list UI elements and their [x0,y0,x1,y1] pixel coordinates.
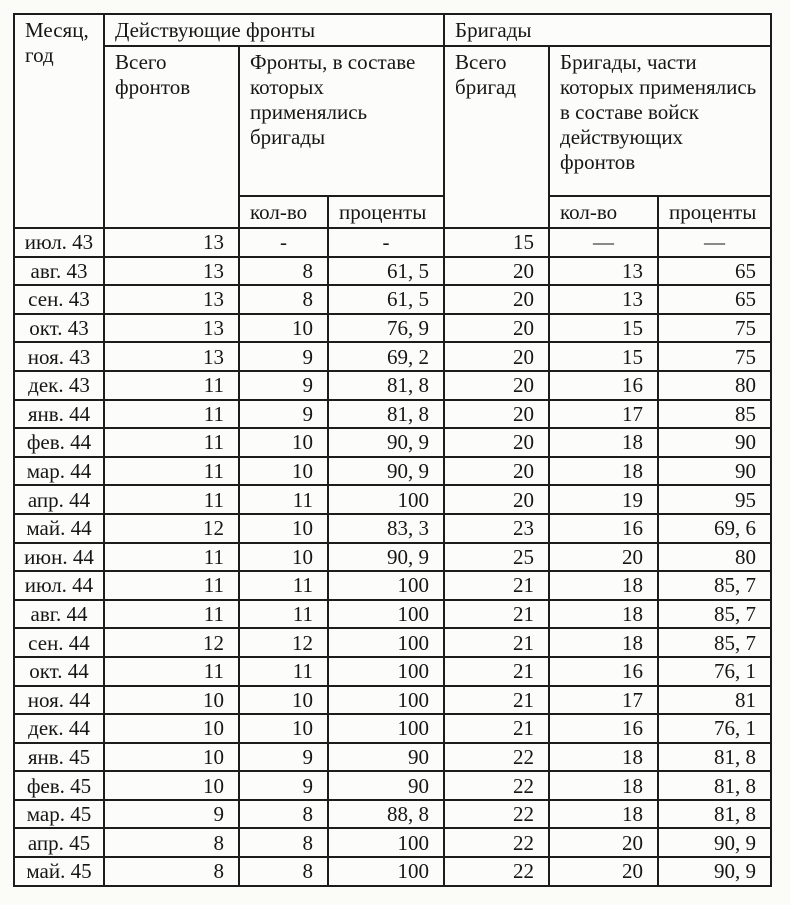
value-cell: 81, 8 [328,400,444,429]
month-cell: июн. 44 [14,543,104,572]
table-row [14,714,771,743]
value-cell: 11 [239,571,328,600]
header-month-year: Месяц, год [14,14,104,228]
table-row [14,543,771,572]
value-cell: 20 [444,428,549,457]
value-cell: 9 [239,371,328,400]
value-cell: 12 [239,628,328,657]
value-cell: 85, 7 [658,600,771,629]
table-row [14,657,771,686]
table-row [14,285,771,314]
table-row [14,371,771,400]
value-cell: 15 [444,228,549,257]
month-cell: июл. 43 [14,228,104,257]
value-cell: 17 [549,686,658,715]
table-row [14,828,771,857]
value-cell: 75 [658,342,771,371]
month-cell: ноя. 44 [14,686,104,715]
value-cell: 75 [658,314,771,343]
value-cell: 83, 3 [328,514,444,543]
value-cell: 100 [328,714,444,743]
value-cell: 15 [549,342,658,371]
value-cell: 90, 9 [328,428,444,457]
value-cell: 76, 1 [658,657,771,686]
table-row [14,771,771,800]
value-cell: 18 [549,571,658,600]
header-fronts-count: кол-во [239,196,328,228]
value-cell: 81 [658,686,771,715]
value-cell: 85 [658,400,771,429]
value-cell: 69, 2 [328,342,444,371]
value-cell: 18 [549,428,658,457]
table-row [14,628,771,657]
value-cell: 22 [444,857,549,886]
value-cell: 13 [104,314,239,343]
value-cell: 11 [104,400,239,429]
value-cell: 100 [328,485,444,514]
value-cell: 20 [444,457,549,486]
value-cell: 76, 1 [658,714,771,743]
value-cell: 20 [444,314,549,343]
month-cell: дек. 44 [14,714,104,743]
value-cell: 20 [444,342,549,371]
value-cell: 8 [239,857,328,886]
table-row [14,485,771,514]
value-cell: 20 [444,257,549,286]
value-cell: 13 [104,257,239,286]
month-cell: сен. 43 [14,285,104,314]
table-row [14,342,771,371]
value-cell: 80 [658,371,771,400]
value-cell: 8 [239,800,328,829]
value-cell: 10 [239,428,328,457]
value-cell: 10 [104,771,239,800]
month-cell: окт. 43 [14,314,104,343]
value-cell: 18 [549,743,658,772]
table-row [14,600,771,629]
value-cell: 10 [239,314,328,343]
value-cell: 12 [104,628,239,657]
header-fronts-percent: проценты [328,196,444,228]
table-row [14,514,771,543]
value-cell: 20 [549,543,658,572]
value-cell: 25 [444,543,549,572]
value-cell: 100 [328,686,444,715]
value-cell: 11 [104,571,239,600]
value-cell: — [549,228,658,257]
header-brigades-in-fronts: Бригады, части которых применялись в составе войск действующих фронтов [549,46,771,196]
value-cell: 11 [104,457,239,486]
value-cell: 10 [239,457,328,486]
table-row [14,686,771,715]
value-cell: 13 [104,228,239,257]
value-cell: 13 [549,257,658,286]
value-cell: 22 [444,828,549,857]
value-cell: 90, 9 [658,828,771,857]
value-cell: 17 [549,400,658,429]
value-cell: 90, 9 [658,857,771,886]
value-cell: 90 [658,457,771,486]
value-cell: 100 [328,828,444,857]
value-cell: 81, 8 [658,771,771,800]
value-cell: 76, 9 [328,314,444,343]
table-row [14,314,771,343]
value-cell: 10 [239,543,328,572]
value-cell: 81, 8 [658,800,771,829]
value-cell: 8 [239,828,328,857]
month-cell: дек. 43 [14,371,104,400]
value-cell: 21 [444,600,549,629]
month-cell: ноя. 43 [14,342,104,371]
value-cell: 19 [549,485,658,514]
month-cell: фев. 45 [14,771,104,800]
value-cell: 90, 9 [328,457,444,486]
value-cell: 22 [444,771,549,800]
table-row [14,428,771,457]
value-cell: 9 [239,771,328,800]
value-cell: 61, 5 [328,285,444,314]
value-cell: - [239,228,328,257]
value-cell: 8 [104,857,239,886]
value-cell: 18 [549,771,658,800]
value-cell: 16 [549,371,658,400]
value-cell: 80 [658,543,771,572]
value-cell: 11 [104,428,239,457]
value-cell: 11 [104,657,239,686]
header-brigades-total: Всего бригад [444,46,549,228]
value-cell: 20 [444,400,549,429]
month-cell: мар. 45 [14,800,104,829]
value-cell: 21 [444,657,549,686]
value-cell: 10 [104,686,239,715]
value-cell: 11 [104,371,239,400]
value-cell: 20 [549,828,658,857]
value-cell: 9 [239,743,328,772]
value-cell: — [658,228,771,257]
month-cell: фев. 44 [14,428,104,457]
value-cell: 20 [444,485,549,514]
value-cell: 11 [239,657,328,686]
value-cell: 13 [549,285,658,314]
table-header [14,14,771,228]
header-fronts-group: Действующие фронты [104,14,444,46]
value-cell: 22 [444,743,549,772]
value-cell: 16 [549,714,658,743]
month-cell: окт. 44 [14,657,104,686]
month-cell: авг. 43 [14,257,104,286]
value-cell: 8 [104,828,239,857]
table-row [14,257,771,286]
value-cell: 15 [549,314,658,343]
value-cell: 13 [104,285,239,314]
header-brigades-group: Бригады [444,14,771,46]
value-cell: 21 [444,686,549,715]
month-cell: апр. 44 [14,485,104,514]
value-cell: 9 [239,400,328,429]
value-cell: 81, 8 [328,371,444,400]
header-fronts-with-brigades: Фронты, в составе которых применялись бригады [239,46,444,196]
table-row [14,857,771,886]
value-cell: 18 [549,800,658,829]
month-cell: июл. 44 [14,571,104,600]
value-cell: 88, 8 [328,800,444,829]
value-cell: 18 [549,457,658,486]
header-brigades-percent: проценты [658,196,771,228]
value-cell: 61, 5 [328,257,444,286]
value-cell: 10 [104,743,239,772]
month-cell: авг. 44 [14,600,104,629]
value-cell: 23 [444,514,549,543]
value-cell: 16 [549,657,658,686]
table-row [14,800,771,829]
value-cell: 100 [328,600,444,629]
value-cell: 65 [658,257,771,286]
month-cell: апр. 45 [14,828,104,857]
month-cell: май. 44 [14,514,104,543]
value-cell: 12 [104,514,239,543]
table-row [14,457,771,486]
value-cell: 10 [239,514,328,543]
value-cell: 81, 8 [658,743,771,772]
value-cell: 22 [444,800,549,829]
value-cell: 11 [239,600,328,629]
value-cell: 20 [444,285,549,314]
value-cell: 90 [328,771,444,800]
value-cell: 9 [104,800,239,829]
value-cell: 8 [239,285,328,314]
value-cell: 90 [328,743,444,772]
value-cell: 18 [549,600,658,629]
value-cell: 90, 9 [328,543,444,572]
value-cell: 11 [104,543,239,572]
month-cell: янв. 44 [14,400,104,429]
value-cell: 21 [444,571,549,600]
value-cell: 18 [549,628,658,657]
value-cell: 100 [328,571,444,600]
value-cell: 10 [239,686,328,715]
month-cell: мар. 44 [14,457,104,486]
month-cell: янв. 45 [14,743,104,772]
value-cell: 8 [239,257,328,286]
value-cell: 69, 6 [658,514,771,543]
value-cell: 95 [658,485,771,514]
value-cell: 90 [658,428,771,457]
value-cell: 100 [328,857,444,886]
value-cell: 10 [239,714,328,743]
value-cell: 21 [444,628,549,657]
value-cell: 20 [549,857,658,886]
table-row [14,743,771,772]
month-cell: сен. 44 [14,628,104,657]
table-row [14,228,771,257]
value-cell: 11 [104,485,239,514]
value-cell: - [328,228,444,257]
value-cell: 13 [104,342,239,371]
table-row [14,571,771,600]
value-cell: 11 [104,600,239,629]
table-row [14,400,771,429]
value-cell: 21 [444,714,549,743]
table-body [14,228,771,886]
statistics-table [13,13,772,887]
value-cell: 16 [549,514,658,543]
value-cell: 9 [239,342,328,371]
value-cell: 100 [328,628,444,657]
value-cell: 85, 7 [658,571,771,600]
value-cell: 85, 7 [658,628,771,657]
value-cell: 100 [328,657,444,686]
month-cell: май. 45 [14,857,104,886]
header-brigades-count: кол-во [549,196,658,228]
header-fronts-total: Всего фронтов [104,46,239,228]
value-cell: 65 [658,285,771,314]
value-cell: 20 [444,371,549,400]
value-cell: 11 [239,485,328,514]
value-cell: 10 [104,714,239,743]
